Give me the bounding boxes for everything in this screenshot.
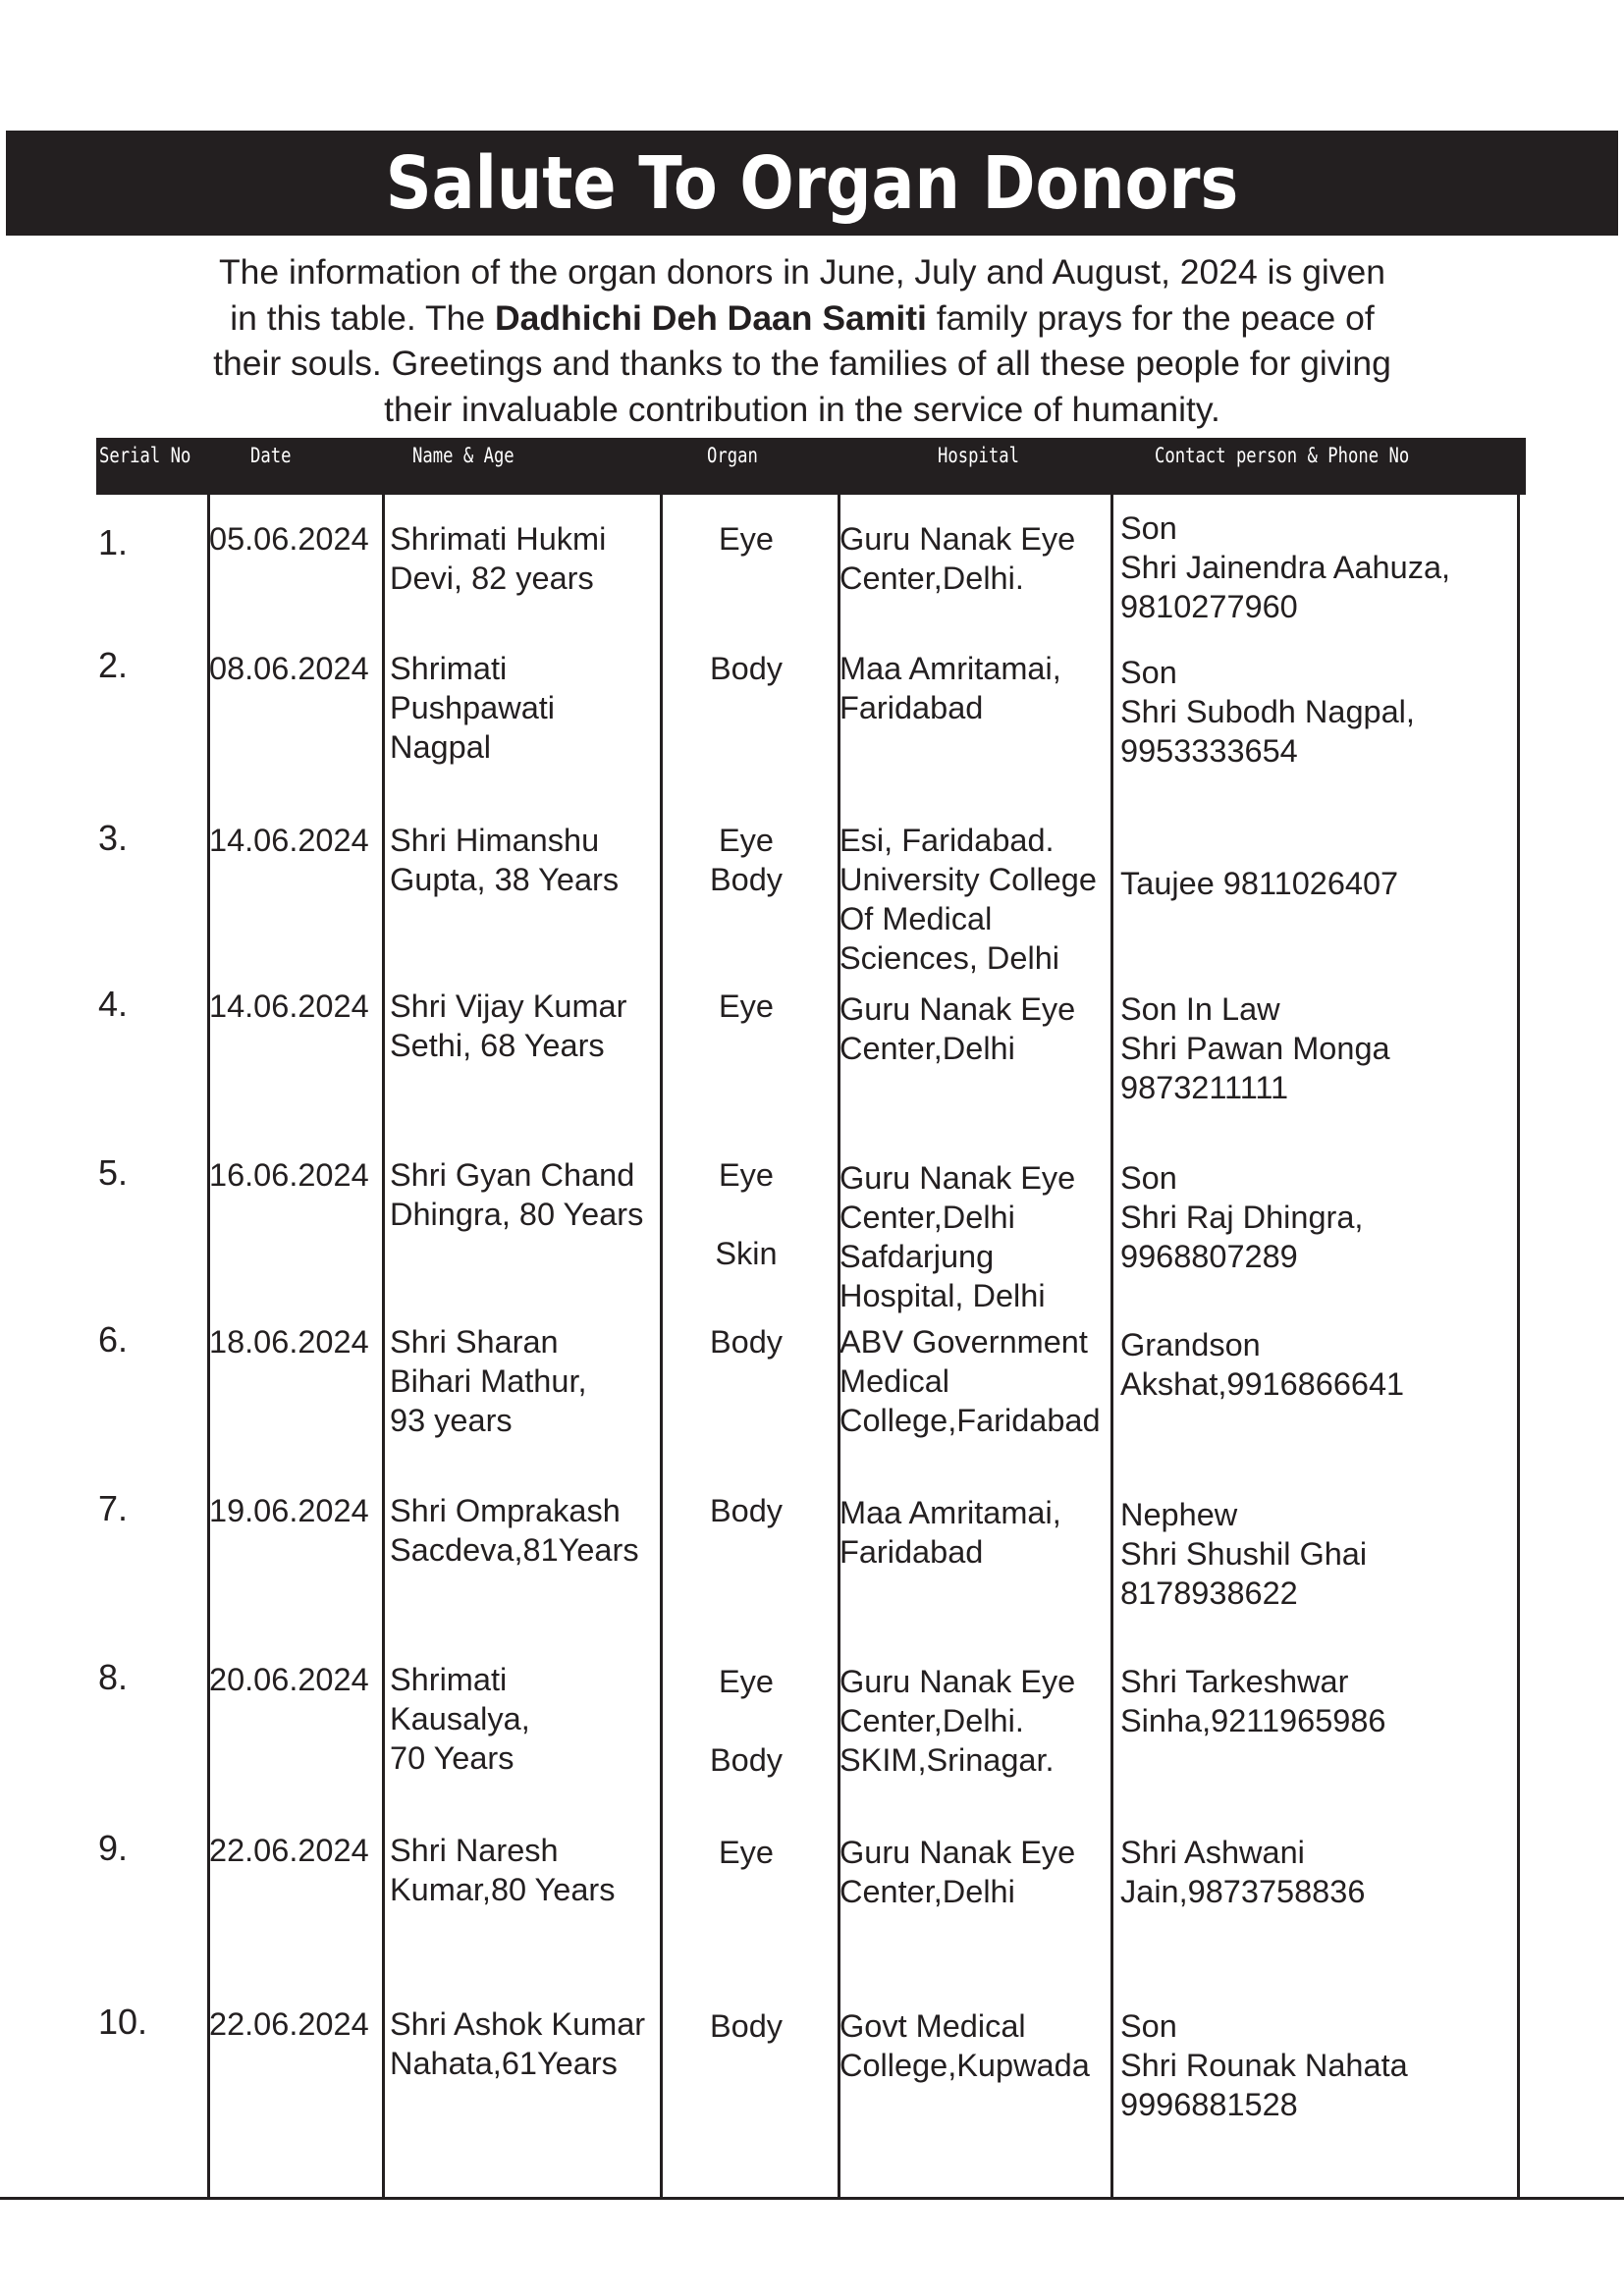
title-banner <box>6 131 1618 236</box>
contact-line: Akshat,9916866641 <box>1120 1366 1405 1402</box>
name-line: Shri Ashok Kumar <box>390 2006 646 2042</box>
hospital-line: Guru Nanak Eye <box>839 991 1076 1027</box>
organ-line: Eye <box>718 1835 774 1870</box>
organ-line: Body <box>709 1742 784 1778</box>
contact-line: Son <box>1120 655 1177 690</box>
organ-line: Eye <box>718 521 774 557</box>
hospital-line: Center,Delhi <box>839 1200 1015 1235</box>
row-name-age <box>390 649 555 767</box>
row-name-age <box>390 1831 615 1909</box>
hospital-line: Maa Amritamai, <box>839 651 1061 686</box>
intro-line-1: The information of the organ donors in June, July and August, 2024 is given <box>218 252 1386 292</box>
row-organ <box>668 1833 825 1872</box>
row-contact <box>1120 1662 1386 1740</box>
row-hospital <box>839 1493 1061 1572</box>
name-line: Shri Sharan <box>390 1324 559 1360</box>
contact-line: Shri Shushil Ghai <box>1120 1536 1368 1572</box>
organ-line: Body <box>709 2008 784 2044</box>
row-date: 16.06.2024 <box>209 1157 369 1193</box>
samiti-name: Dadhichi Deh Daan Samiti <box>494 297 927 338</box>
hospital-line: Hospital, Delhi <box>839 1278 1046 1313</box>
hospital-line: Guru Nanak Eye <box>839 521 1076 557</box>
contact-line: Shri Jainendra Aahuza, <box>1120 550 1451 585</box>
row-hospital <box>839 1322 1101 1440</box>
contact-line: Shri Pawan Monga <box>1120 1031 1390 1066</box>
row-serial: 3. <box>98 818 129 858</box>
row-date: 19.06.2024 <box>209 1493 369 1528</box>
name-line: Shrimati Hukmi <box>390 521 607 557</box>
name-line: Devi, 82 years <box>390 561 594 596</box>
hospital-line: Guru Nanak Eye <box>839 1160 1076 1196</box>
organ-line: Body <box>709 651 784 686</box>
name-line: Dhingra, 80 Years <box>390 1197 644 1232</box>
header-contact: Contact person & Phone No <box>1155 444 1410 467</box>
row-date: 14.06.2024 <box>209 988 369 1024</box>
name-line: Kausalya, <box>390 1701 530 1736</box>
intro-line-2 <box>137 295 1467 342</box>
page-title: Salute To Organ Donors <box>385 141 1239 226</box>
row-serial: 6. <box>98 1319 129 1360</box>
organ-line: Skin <box>715 1236 778 1271</box>
row-name-age <box>390 519 606 598</box>
hospital-line: Maa Amritamai, <box>839 1495 1061 1530</box>
hospital-line: University College <box>839 862 1097 897</box>
name-line: Shri Naresh <box>390 1833 559 1868</box>
row-date: 20.06.2024 <box>209 1662 369 1697</box>
row-date: 18.06.2024 <box>209 1324 369 1360</box>
organ-line: Body <box>709 862 784 897</box>
row-organ <box>668 1155 825 1273</box>
row-hospital <box>839 821 1097 978</box>
contact-line: Shri Subodh Nagpal, <box>1120 694 1415 729</box>
organ-line: Eye <box>718 1664 774 1699</box>
header-organ: Organ <box>707 444 758 467</box>
row-date: 22.06.2024 <box>209 1833 369 1868</box>
name-line: 70 Years <box>390 1740 514 1776</box>
row-name-age <box>390 821 619 899</box>
row-serial: 2. <box>98 645 129 685</box>
hospital-line: College,Kupwada <box>839 2048 1090 2083</box>
row-contact <box>1120 1325 1404 1404</box>
row-name-age <box>390 1491 639 1570</box>
column-divider-right <box>1517 495 1520 2199</box>
row-contact <box>1120 1833 1365 1911</box>
row-organ <box>668 987 825 1026</box>
name-line: Kumar,80 Years <box>390 1872 616 1907</box>
table-bottom-rule <box>0 2197 1624 2200</box>
contact-line: Shri Ashwani <box>1120 1835 1305 1870</box>
name-line: 93 years <box>390 1403 513 1438</box>
name-line: Shri Vijay Kumar <box>390 988 627 1024</box>
name-line: Pushpawati <box>390 690 556 725</box>
name-line: Shri Gyan Chand <box>390 1157 635 1193</box>
row-serial: 8. <box>98 1657 129 1697</box>
intro-line-2-start: in this table. The <box>230 297 495 338</box>
contact-line: Shri Tarkeshwar <box>1120 1664 1349 1699</box>
name-line: Gupta, 38 Years <box>390 862 620 897</box>
organ-line <box>668 1195 825 1234</box>
row-name-age <box>390 2004 645 2083</box>
intro-paragraph <box>137 249 1467 432</box>
organ-line: Body <box>709 1493 784 1528</box>
name-line: Shrimati <box>390 1662 508 1697</box>
row-organ <box>668 821 825 899</box>
row-contact <box>1120 989 1390 1107</box>
header-date: Date <box>250 444 292 467</box>
row-contact <box>1120 1158 1363 1276</box>
row-hospital <box>839 2006 1090 2085</box>
row-date: 05.06.2024 <box>209 521 369 557</box>
contact-line: Shri Raj Dhingra, <box>1120 1200 1364 1235</box>
name-line: Sacdeva,81Years <box>390 1532 639 1568</box>
contact-line: Jain,9873758836 <box>1120 1874 1366 1909</box>
organ-line: Eye <box>718 823 774 858</box>
row-hospital <box>839 1158 1075 1315</box>
contact-line: Taujee 9811026407 <box>1120 866 1399 901</box>
hospital-line: College,Faridabad <box>839 1403 1101 1438</box>
row-organ <box>668 519 825 559</box>
hospital-line: Sciences, Delhi <box>839 940 1059 976</box>
column-divider-contact <box>1110 495 1113 2199</box>
row-serial: 7. <box>98 1488 129 1528</box>
row-name-age <box>390 1155 643 1234</box>
intro-line-3: their souls. Greetings and thanks to the families of all these people for giving <box>213 344 1391 383</box>
hospital-line: Safdarjung <box>839 1239 995 1274</box>
hospital-line: Guru Nanak Eye <box>839 1835 1076 1870</box>
organ-line <box>668 1701 825 1740</box>
name-line: Shri Omprakash <box>390 1493 621 1528</box>
row-date: 14.06.2024 <box>209 823 369 858</box>
row-name-age <box>390 1322 587 1440</box>
row-contact <box>1120 653 1415 771</box>
contact-line: Son <box>1120 2008 1177 2044</box>
header-serial: Serial No <box>99 444 191 467</box>
contact-line: 9873211111 <box>1120 1070 1289 1105</box>
name-line: Shrimati <box>390 651 508 686</box>
row-serial: 10. <box>98 2002 148 2042</box>
contact-line: Son <box>1120 510 1177 546</box>
name-line: Nagpal <box>390 729 491 765</box>
contact-line: 9968807289 <box>1120 1239 1298 1274</box>
contact-line: Son <box>1120 1160 1177 1196</box>
row-serial: 9. <box>98 1828 129 1868</box>
row-organ <box>668 1491 825 1530</box>
row-contact <box>1120 864 1398 903</box>
row-serial: 5. <box>98 1152 129 1193</box>
table-header <box>96 438 1526 495</box>
row-organ <box>668 2006 825 2046</box>
contact-line: 9996881528 <box>1120 2087 1298 2122</box>
organ-line: Eye <box>718 988 774 1024</box>
name-line: Bihari Mathur, <box>390 1363 587 1399</box>
row-date: 22.06.2024 <box>209 2006 369 2042</box>
hospital-line: Medical <box>839 1363 949 1399</box>
row-contact <box>1120 508 1450 626</box>
column-divider-organ <box>660 495 663 2199</box>
contact-line: Sinha,9211965986 <box>1120 1703 1386 1738</box>
hospital-line: ABV Government <box>839 1324 1088 1360</box>
contact-line: Son In Law <box>1120 991 1280 1027</box>
name-line: Nahata,61Years <box>390 2046 618 2081</box>
row-organ <box>668 1662 825 1780</box>
row-date: 08.06.2024 <box>209 651 369 686</box>
hospital-line: Esi, Faridabad. <box>839 823 1055 858</box>
organ-line: Body <box>709 1324 784 1360</box>
row-organ <box>668 649 825 688</box>
hospital-line: Faridabad <box>839 1534 984 1570</box>
hospital-line: SKIM,Srinagar. <box>839 1742 1055 1778</box>
contact-line: 8178938622 <box>1120 1575 1298 1611</box>
contact-line: 9953333654 <box>1120 733 1298 769</box>
row-hospital <box>839 1662 1075 1780</box>
hospital-line: Center,Delhi <box>839 1031 1015 1066</box>
hospital-line: Guru Nanak Eye <box>839 1664 1076 1699</box>
contact-line: Nephew <box>1120 1497 1238 1532</box>
row-serial: 4. <box>98 984 129 1024</box>
row-hospital <box>839 519 1075 598</box>
header-hospital: Hospital <box>938 444 1019 467</box>
row-organ <box>668 1322 825 1362</box>
row-hospital <box>839 649 1061 727</box>
row-name-age <box>390 987 626 1065</box>
column-divider-name <box>382 495 385 2199</box>
row-serial: 1. <box>98 522 129 562</box>
hospital-line: Of Medical <box>839 901 993 936</box>
name-line: Shri Himanshu <box>390 823 600 858</box>
hospital-line: Center,Delhi <box>839 1874 1015 1909</box>
hospital-line: Faridabad <box>839 690 984 725</box>
contact-line: 9810277960 <box>1120 589 1298 624</box>
intro-line-4: their invaluable contribution in the service of humanity. <box>384 389 1220 429</box>
hospital-line: Center,Delhi. <box>839 1703 1024 1738</box>
hospital-line: Govt Medical <box>839 2008 1026 2044</box>
row-hospital <box>839 989 1075 1068</box>
hospital-line: Center,Delhi. <box>839 561 1024 596</box>
contact-line: Grandson <box>1120 1327 1261 1362</box>
row-hospital <box>839 1833 1075 1911</box>
row-name-age <box>390 1660 530 1778</box>
organ-line: Eye <box>718 1157 774 1193</box>
intro-line-2-end: family prays for the peace of <box>926 297 1375 338</box>
header-name-age: Name & Age <box>412 444 514 467</box>
name-line: Sethi, 68 Years <box>390 1028 605 1063</box>
row-contact <box>1120 1495 1367 1613</box>
row-contact <box>1120 2006 1408 2124</box>
contact-line: Shri Rounak Nahata <box>1120 2048 1408 2083</box>
